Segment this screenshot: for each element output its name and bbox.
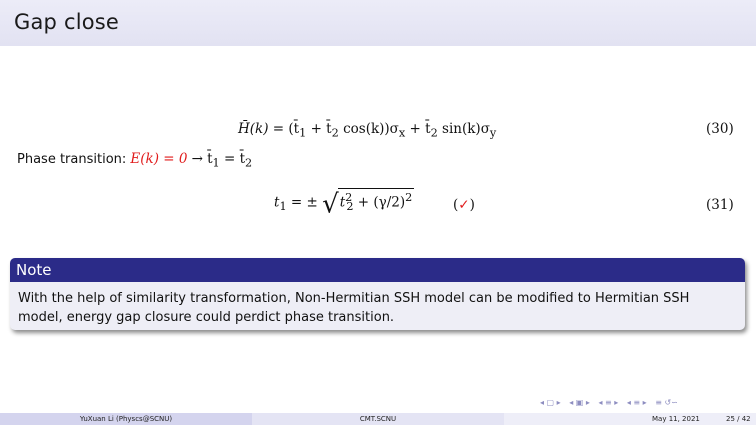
- note-header: [10, 258, 745, 282]
- eq1-rhs-e-sub: y: [489, 126, 497, 140]
- radicand-t-sup: 2: [345, 191, 353, 204]
- note-block: [10, 258, 745, 330]
- eq1-rhs-d-sub: 2: [430, 126, 438, 140]
- eq1-rhs-b-sub: 2: [331, 126, 339, 140]
- radical-sign-icon: √: [322, 189, 339, 220]
- navigation-bar: [540, 398, 684, 410]
- check-open: (: [453, 197, 459, 213]
- footer-author: YuXuan Li (Physcs@SCNU): [0, 413, 252, 425]
- title-bar: [0, 0, 756, 46]
- footer-date: May 11, 2021: [652, 415, 700, 423]
- footer-short-title: CMT.SCNU: [252, 413, 504, 425]
- phase-eq-text: = t̄: [219, 151, 245, 167]
- eq2-lhs-sub: 1: [279, 200, 287, 214]
- equation-30: H̄(k) = ($t̄_1$ + $t̄_2$ $\cos(k))\sigma_x$ + $t̄_2$ $\sin(k)\sigma_y$: [238, 121, 497, 140]
- phase-t1-sub: 1: [212, 156, 220, 170]
- eq1-rhs-e: sin(k)σ: [437, 121, 490, 137]
- nav-section-a-icon[interactable]: ◂ ≡ ▸: [598, 398, 619, 407]
- eq1-rhs-a-sub: 1: [299, 126, 307, 140]
- checkmark-icon: ✓: [458, 197, 470, 213]
- phase-t1-text: t̄: [207, 151, 213, 167]
- nav-subsection-icon[interactable]: ◂ ▣ ▸: [569, 398, 590, 407]
- eq2-lhs: t: [274, 194, 280, 211]
- nav-frame-icon[interactable]: ◂ ▢ ▸: [540, 398, 561, 407]
- eq1-lhs: H̄(k): [238, 121, 269, 137]
- phase-t1: [207, 151, 253, 170]
- equation-number-30: (30): [706, 121, 734, 137]
- eq1-rhs-b: + t̄: [306, 121, 332, 137]
- check-close: ): [469, 197, 475, 213]
- footer-right: [504, 413, 756, 425]
- phase-t2-sub: 2: [245, 156, 253, 170]
- eq1-rhs-c-sub: x: [398, 126, 406, 140]
- eq1-rhs-a: (t̄: [288, 121, 300, 137]
- phase-condition-text: E(k) = 0: [130, 151, 188, 167]
- eq1-rhs-d: + t̄: [405, 121, 431, 137]
- phase-arrow: →: [191, 151, 203, 167]
- slide-title: Gap close: [14, 10, 120, 34]
- phase-transition-line: [17, 151, 252, 170]
- equation-31: [274, 188, 414, 218]
- radicand-t: t: [339, 194, 346, 211]
- nav-section-b-icon[interactable]: ◂ ≡ ▸: [626, 398, 647, 407]
- phase-condition: [130, 151, 187, 167]
- nav-misc-icon[interactable]: ≡ ↺∽: [655, 398, 678, 407]
- radicand: [338, 188, 415, 213]
- equation-number-31: (31): [706, 197, 734, 213]
- radicand-t-sub: 2: [346, 200, 354, 214]
- eq2-mid: = ±: [286, 194, 318, 211]
- phase-label: Phase transition:: [17, 152, 127, 167]
- eq1-rhs-c: cos(k))σ: [338, 121, 399, 137]
- sqrt-radical: [322, 188, 414, 218]
- note-body: With the help of similarity transformation, Non-Hermitian SSH model can be modified to Hermitian SSH model, energy gap closure could perdict phase transition.: [18, 291, 690, 325]
- footer: [0, 413, 756, 425]
- radicand-rest-sup: 2: [405, 191, 413, 204]
- note-heading: Note: [16, 261, 52, 279]
- footer-page-number: 25 / 42: [726, 415, 751, 423]
- check-annotation: [453, 197, 475, 213]
- radicand-rest: + (γ/2): [353, 194, 406, 211]
